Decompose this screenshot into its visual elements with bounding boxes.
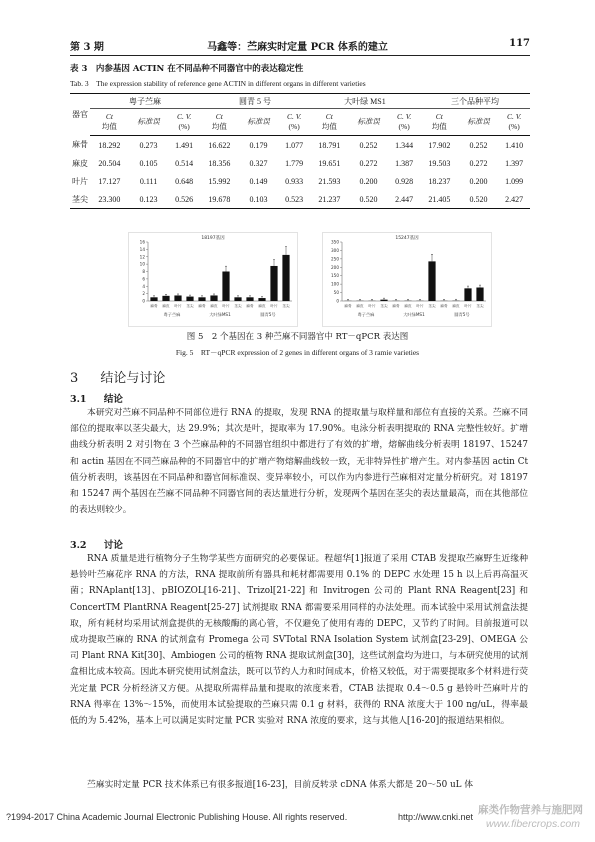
sub-header-line1: 标准误 xyxy=(357,117,380,126)
value-cell: 1.779 xyxy=(285,158,304,168)
value-cell: 0.200 xyxy=(469,176,488,186)
value-cell: 18.356 xyxy=(208,158,231,168)
sub-header-line1: C. V. xyxy=(396,112,412,121)
table-group-header-row xyxy=(70,94,530,109)
table-row xyxy=(70,172,530,190)
value-cell: 0.514 xyxy=(175,158,194,168)
value-cell: 0.103 xyxy=(239,190,279,209)
footer-url: http://www.cnki.net xyxy=(398,812,474,822)
y-tick-label: 16 xyxy=(139,239,145,245)
category-label: 麻皮 xyxy=(258,304,266,308)
value-cell: 0.252 xyxy=(469,140,488,150)
bar xyxy=(150,297,157,301)
sub-header-cell xyxy=(129,109,169,136)
sub-header-cell xyxy=(388,109,420,136)
category-label: 叶片 xyxy=(174,304,182,308)
y-tick-label: 250 xyxy=(331,256,339,262)
bar xyxy=(282,255,289,301)
value-cell: 1.397 xyxy=(505,158,524,168)
organ-cell: 麻骨 xyxy=(72,140,88,150)
group-header-1: 圆青 5 号 xyxy=(200,94,310,109)
value-cell: 19.651 xyxy=(318,158,341,168)
bar xyxy=(186,297,193,301)
figure-caption-en: Fig. 5 RT－qPCR expression of 2 genes in different organs of 3 ramie varieties xyxy=(175,348,420,357)
bar xyxy=(476,288,483,301)
bar xyxy=(428,261,435,301)
bar xyxy=(234,297,241,301)
group-header-0: 粤子苎麻 xyxy=(90,94,200,109)
value-cell: 0.520 xyxy=(459,190,499,209)
value-cell: 0.105 xyxy=(139,158,158,168)
value-cell: 17.127 xyxy=(98,176,121,186)
value-cell: 0.933 xyxy=(285,176,304,186)
category-label: 麻骨 xyxy=(246,304,254,308)
value-cell: 1.410 xyxy=(505,140,524,150)
sub-header-line2: (%) xyxy=(178,122,190,131)
y-tick-label: 300 xyxy=(331,247,339,253)
value-cell: 21.237 xyxy=(310,190,349,209)
value-cell: 0.928 xyxy=(395,176,414,186)
group-header-3: 三个品种平均 xyxy=(420,94,530,109)
bar xyxy=(210,295,217,301)
bar xyxy=(270,266,277,301)
running-title: 马鑫等：苎麻实时定量 PCR 体系的建立 xyxy=(207,42,388,53)
table-caption-en: Tab. 3 The expression stability of reference gene ACTIN in different organs in different varieties xyxy=(70,79,366,88)
category-label: 茎尖 xyxy=(380,304,388,308)
y-tick-label: 12 xyxy=(139,254,145,260)
sub-header-cell xyxy=(239,109,279,136)
y-tick-label: 350 xyxy=(331,239,339,245)
bar xyxy=(222,272,229,302)
value-cell: 19.503 xyxy=(428,158,451,168)
y-tick-label: 150 xyxy=(331,273,339,279)
chart-title: 18197基因 xyxy=(201,236,225,241)
group-header-2: 大叶绿 MS1 xyxy=(310,94,420,109)
value-cell: 0.520 xyxy=(349,190,389,209)
value-cell: 0.272 xyxy=(469,158,488,168)
group-label: 圆青5号 xyxy=(454,312,470,317)
sub-header-line2: 均值 xyxy=(321,122,337,131)
bar xyxy=(464,288,471,301)
organ-cell: 麻皮 xyxy=(72,158,88,168)
paragraph-discussion: RNA 质量是进行植物分子生物学某些方面研究的必要保证。程超华[1]报道了采用 CTAB 发提取苎麻野生近缘种悬铃叶苎麻花序 RNA 的方法，RNA 提取前所有器具和耗材都需要用 0.1% 的 DEPC 水处理 15 h 以上后再高温灭菌；RNAplant[13]、pBIOZOL[16-21]、Trizol[21-22] 和 Invitrogen 公司的 Plant RNA Reagent[23] 和 ConcertTM PlantRNA Reagent[25-27] 试剂提取 RNA 都需要采用同样的办法处理。而本试验中采用试剂盒法提取，所有耗材均采用试剂盒提供的无核酸酶的离心管，不仅避免了使用有毒的 DEPC，又节约了时间。目前报道可以成功提取苎麻的 RNA 的试剂盒有 Promega 公司 SVTotal RNA Isolation System 试剂盒[23-29]、OMEGA 公司 Plant RNA Kit[30]、Ambiogen 公司的植物 RNA 提取试剂盒[30]，这些试剂盒均为进口，与本研究使用的试剂盒相比成本较高。因此本研究使用试剂盒法，既可以节约人力和时间成本，价格又较低，对于需要提取多个材料进行荧光定量 PCR 分析经济又方便。从提取所需样品量和提取的浓度来看，CTAB 法提取 0.4～0.5 g 悬铃叶苎麻叶片的 RNA 得率在 13%～15%，而使用本试验提取的苎麻只需 0.1 g 材料，获得的 RNA 浓度大于 100 ng/uL，得率最低的为 5.42%，基本上可以满足实时定量 PCR 实验对 RNA 浓度的要求，这与其他人[16-20]的报道结果相似。 xyxy=(70,554,528,727)
value-cell: 0.526 xyxy=(168,190,200,209)
bar xyxy=(174,295,181,301)
category-label: 茎尖 xyxy=(186,304,194,308)
section-title: 结论与讨论 xyxy=(100,371,166,386)
value-cell: 18.292 xyxy=(98,140,121,150)
category-label: 麻皮 xyxy=(162,304,170,308)
sub-header-line1: Ct xyxy=(435,112,443,121)
value-cell: 16.622 xyxy=(208,140,231,150)
sub-header-line2: 均值 xyxy=(431,122,447,131)
header-rule xyxy=(70,55,530,56)
bar xyxy=(380,300,387,301)
sub-header-line1: 标准误 xyxy=(137,117,160,126)
value-cell: 2.427 xyxy=(498,190,530,209)
sub-header-line1: Ct xyxy=(105,112,113,121)
sub-header-line1: 标准误 xyxy=(467,117,490,126)
category-label: 麻皮 xyxy=(404,304,412,308)
y-tick-label: 0 xyxy=(336,298,339,304)
sub-header-line1: C. V. xyxy=(507,112,522,121)
value-cell: 1.344 xyxy=(395,140,414,150)
sub-header-cell xyxy=(349,109,389,136)
value-cell: 0.179 xyxy=(249,140,268,150)
chart-15247 xyxy=(322,232,492,327)
sub-header-cell xyxy=(278,109,310,136)
table-row xyxy=(70,136,530,155)
category-label: 麻骨 xyxy=(150,304,158,308)
category-label: 麻皮 xyxy=(452,304,460,308)
group-label: 粤子苎麻 xyxy=(163,312,181,317)
watermark-cn: 麻类作物营养与施肥网 xyxy=(478,804,583,816)
value-cell: 0.272 xyxy=(359,158,378,168)
value-cell: 21.593 xyxy=(318,176,341,186)
footer-copyright: ?1994-2017 China Academic Journal Electronic Publishing House. All rights reserved. xyxy=(6,812,348,822)
category-label: 麻骨 xyxy=(440,304,448,308)
table-caption-cn: 表 3 内参基因 ACTIN 在不同品种不同器官中的表达稳定性 xyxy=(70,64,304,74)
category-label: 麻骨 xyxy=(198,304,206,308)
row-header-cell: 器官 xyxy=(70,94,90,136)
sub-header-cell xyxy=(168,109,200,136)
y-tick-label: 0 xyxy=(142,298,145,304)
sub-header-line1: 标准误 xyxy=(247,117,270,126)
group-label: 大叶绿MS1 xyxy=(209,312,231,317)
category-label: 麻骨 xyxy=(344,304,352,308)
value-cell: 0.327 xyxy=(249,158,268,168)
sub-header-line2: (%) xyxy=(288,122,300,131)
y-tick-label: 4 xyxy=(142,283,145,289)
stability-table xyxy=(70,93,530,209)
value-cell: 0.200 xyxy=(359,176,378,186)
y-tick-label: 8 xyxy=(142,269,145,274)
watermark-url: www.fibercrops.com xyxy=(486,818,580,830)
bar xyxy=(162,296,169,301)
y-tick-label: 100 xyxy=(331,281,339,287)
table-row xyxy=(70,154,530,172)
y-tick-label: 2 xyxy=(142,291,145,297)
sub-header-line2: 均值 xyxy=(101,122,117,131)
value-cell: 20.504 xyxy=(98,158,121,168)
sub-header-cell xyxy=(310,109,349,136)
value-cell: 0.648 xyxy=(175,176,194,186)
sub-header-cell xyxy=(420,109,459,136)
chart-title: 15247基因 xyxy=(395,236,419,241)
value-cell: 1.099 xyxy=(505,176,524,186)
value-cell: 23.300 xyxy=(90,190,129,209)
y-tick-label: 14 xyxy=(139,246,145,252)
chart-18197-svg xyxy=(128,232,298,327)
chart-18197 xyxy=(128,232,298,327)
subsection-heading-3-1 xyxy=(70,391,123,405)
category-label: 麻皮 xyxy=(356,304,364,308)
subsection-number: 3.1 xyxy=(70,394,87,405)
paragraph-continued: 苎麻实时定量 PCR 技术体系已有很多报道[16-23]，目前反转录 cDNA 体系大都是 20～50 uL 体 xyxy=(87,780,474,790)
y-tick-label: 200 xyxy=(331,264,339,270)
value-cell: 0.252 xyxy=(359,140,378,150)
y-tick-label: 10 xyxy=(139,261,145,267)
organ-cell: 茎尖 xyxy=(70,190,90,209)
value-cell: 1.077 xyxy=(285,140,304,150)
value-cell: 0.123 xyxy=(129,190,169,209)
value-cell: 17.902 xyxy=(428,140,451,150)
value-cell: 18.791 xyxy=(318,140,341,150)
section-number: 3 xyxy=(70,371,79,386)
category-label: 茎尖 xyxy=(428,304,436,308)
value-cell: 18.237 xyxy=(428,176,451,186)
category-label: 叶片 xyxy=(368,304,376,308)
group-label: 大叶绿MS1 xyxy=(403,312,425,317)
value-cell: 0.111 xyxy=(139,176,158,186)
value-cell: 19.678 xyxy=(200,190,239,209)
category-label: 麻皮 xyxy=(210,304,218,308)
y-tick-label: 6 xyxy=(142,276,145,282)
category-label: 叶片 xyxy=(416,304,424,308)
subsection-heading-3-2 xyxy=(70,537,123,551)
subsection-number: 3.2 xyxy=(70,540,87,551)
category-label: 茎尖 xyxy=(476,304,484,308)
value-cell: 0.523 xyxy=(278,190,310,209)
subsection-title: 结论 xyxy=(103,394,123,405)
sub-header-line1: C. V. xyxy=(177,112,192,121)
sub-header-line1: C. V. xyxy=(287,112,302,121)
sub-header-line1: Ct xyxy=(325,112,333,121)
table-row xyxy=(70,190,530,209)
category-label: 叶片 xyxy=(270,304,278,308)
value-cell: 1.491 xyxy=(175,140,194,150)
value-cell: 1.387 xyxy=(395,158,414,168)
organ-cell: 叶片 xyxy=(72,176,88,186)
bar xyxy=(198,297,205,301)
category-label: 叶片 xyxy=(464,304,472,308)
category-label: 茎尖 xyxy=(234,304,242,308)
category-label: 茎尖 xyxy=(282,304,290,308)
category-label: 叶片 xyxy=(222,304,230,308)
table-subheader-row xyxy=(70,109,530,136)
y-tick-label: 50 xyxy=(333,290,339,296)
value-cell: 2.447 xyxy=(388,190,420,209)
group-label: 粤子苎麻 xyxy=(357,312,375,317)
sub-header-line1: Ct xyxy=(215,112,223,121)
group-label: 圆青5号 xyxy=(260,312,276,317)
sub-header-cell xyxy=(90,109,129,136)
page-number: 117 xyxy=(509,38,530,49)
sub-header-cell xyxy=(200,109,239,136)
bar xyxy=(258,298,265,301)
section-heading xyxy=(70,367,165,386)
bar xyxy=(246,297,253,301)
subsection-title: 讨论 xyxy=(103,540,123,551)
sub-header-line2: 均值 xyxy=(211,122,227,131)
figure-caption-cn: 图 5 2 个基因在 3 种苎麻不同器官中 RT－qPCR 表达图 xyxy=(186,332,409,342)
category-label: 麻骨 xyxy=(392,304,400,308)
sub-header-line2: (%) xyxy=(398,122,410,131)
value-cell: 0.273 xyxy=(139,140,158,150)
chart-15247-svg xyxy=(322,232,492,327)
paragraph-conclusion: 本研究对苎麻不同品种不同部位进行 RNA 的提取，发现 RNA 的提取量与取样量和部位有直接的关系。苎麻不同部位的提取率以茎尖最大，达 29.9%；其次是叶，提取率为 17.90%。电泳分析表明提取的 RNA 完整性较好。扩增曲线分析表明 2 对引物在 3 个苎麻品种的不同器官组织中都进行了有效的扩增，熔解曲线分析表明 18197、15247 和 actin 基因在不同苎麻品种的不同器官中的扩增产物熔解曲线较一致，无非特异性扩增产生。对内参基因 actin Ct 值分析表明，该基因在不同品种和器官间标准误、变异率较小，可以作为内参进行苎麻相对定量分析研究。对 18197 和 15247 两个基因在苎麻不同品种不同器官间的表达量进行分析，发现两个基因在茎尖的表达量最高，而在其他部位的表达则较少。 xyxy=(70,408,528,516)
value-cell: 0.149 xyxy=(249,176,268,186)
value-cell: 15.992 xyxy=(208,176,231,186)
sub-header-cell xyxy=(459,109,499,136)
sub-header-cell xyxy=(498,109,530,136)
sub-header-line2: (%) xyxy=(508,122,520,131)
value-cell: 21.405 xyxy=(420,190,459,209)
issue-label: 第 3 期 xyxy=(70,42,104,53)
